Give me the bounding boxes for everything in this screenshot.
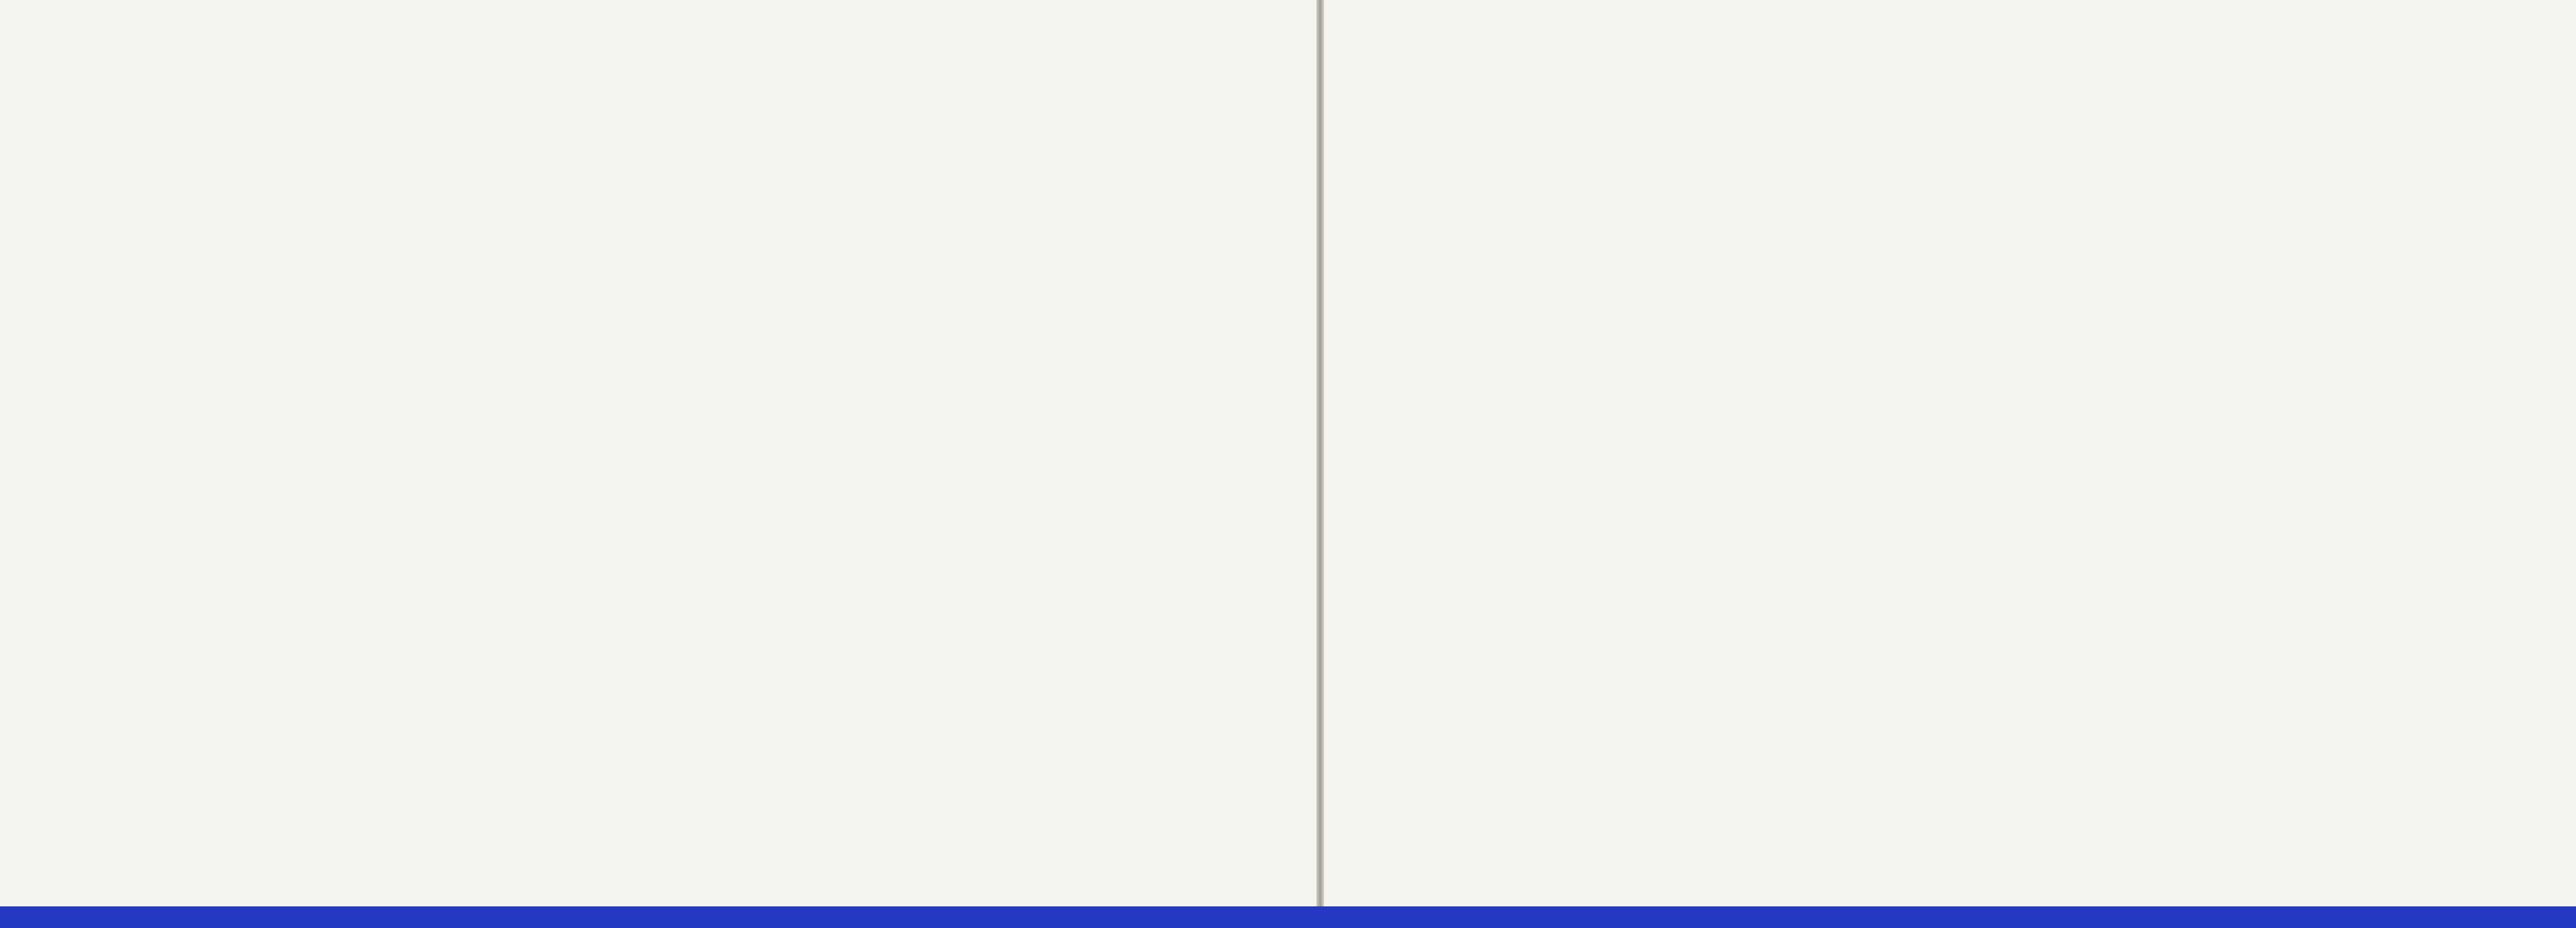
book-cover-edge [0,906,2576,928]
book-gutter [1316,0,1324,928]
right-page [1324,0,2576,928]
